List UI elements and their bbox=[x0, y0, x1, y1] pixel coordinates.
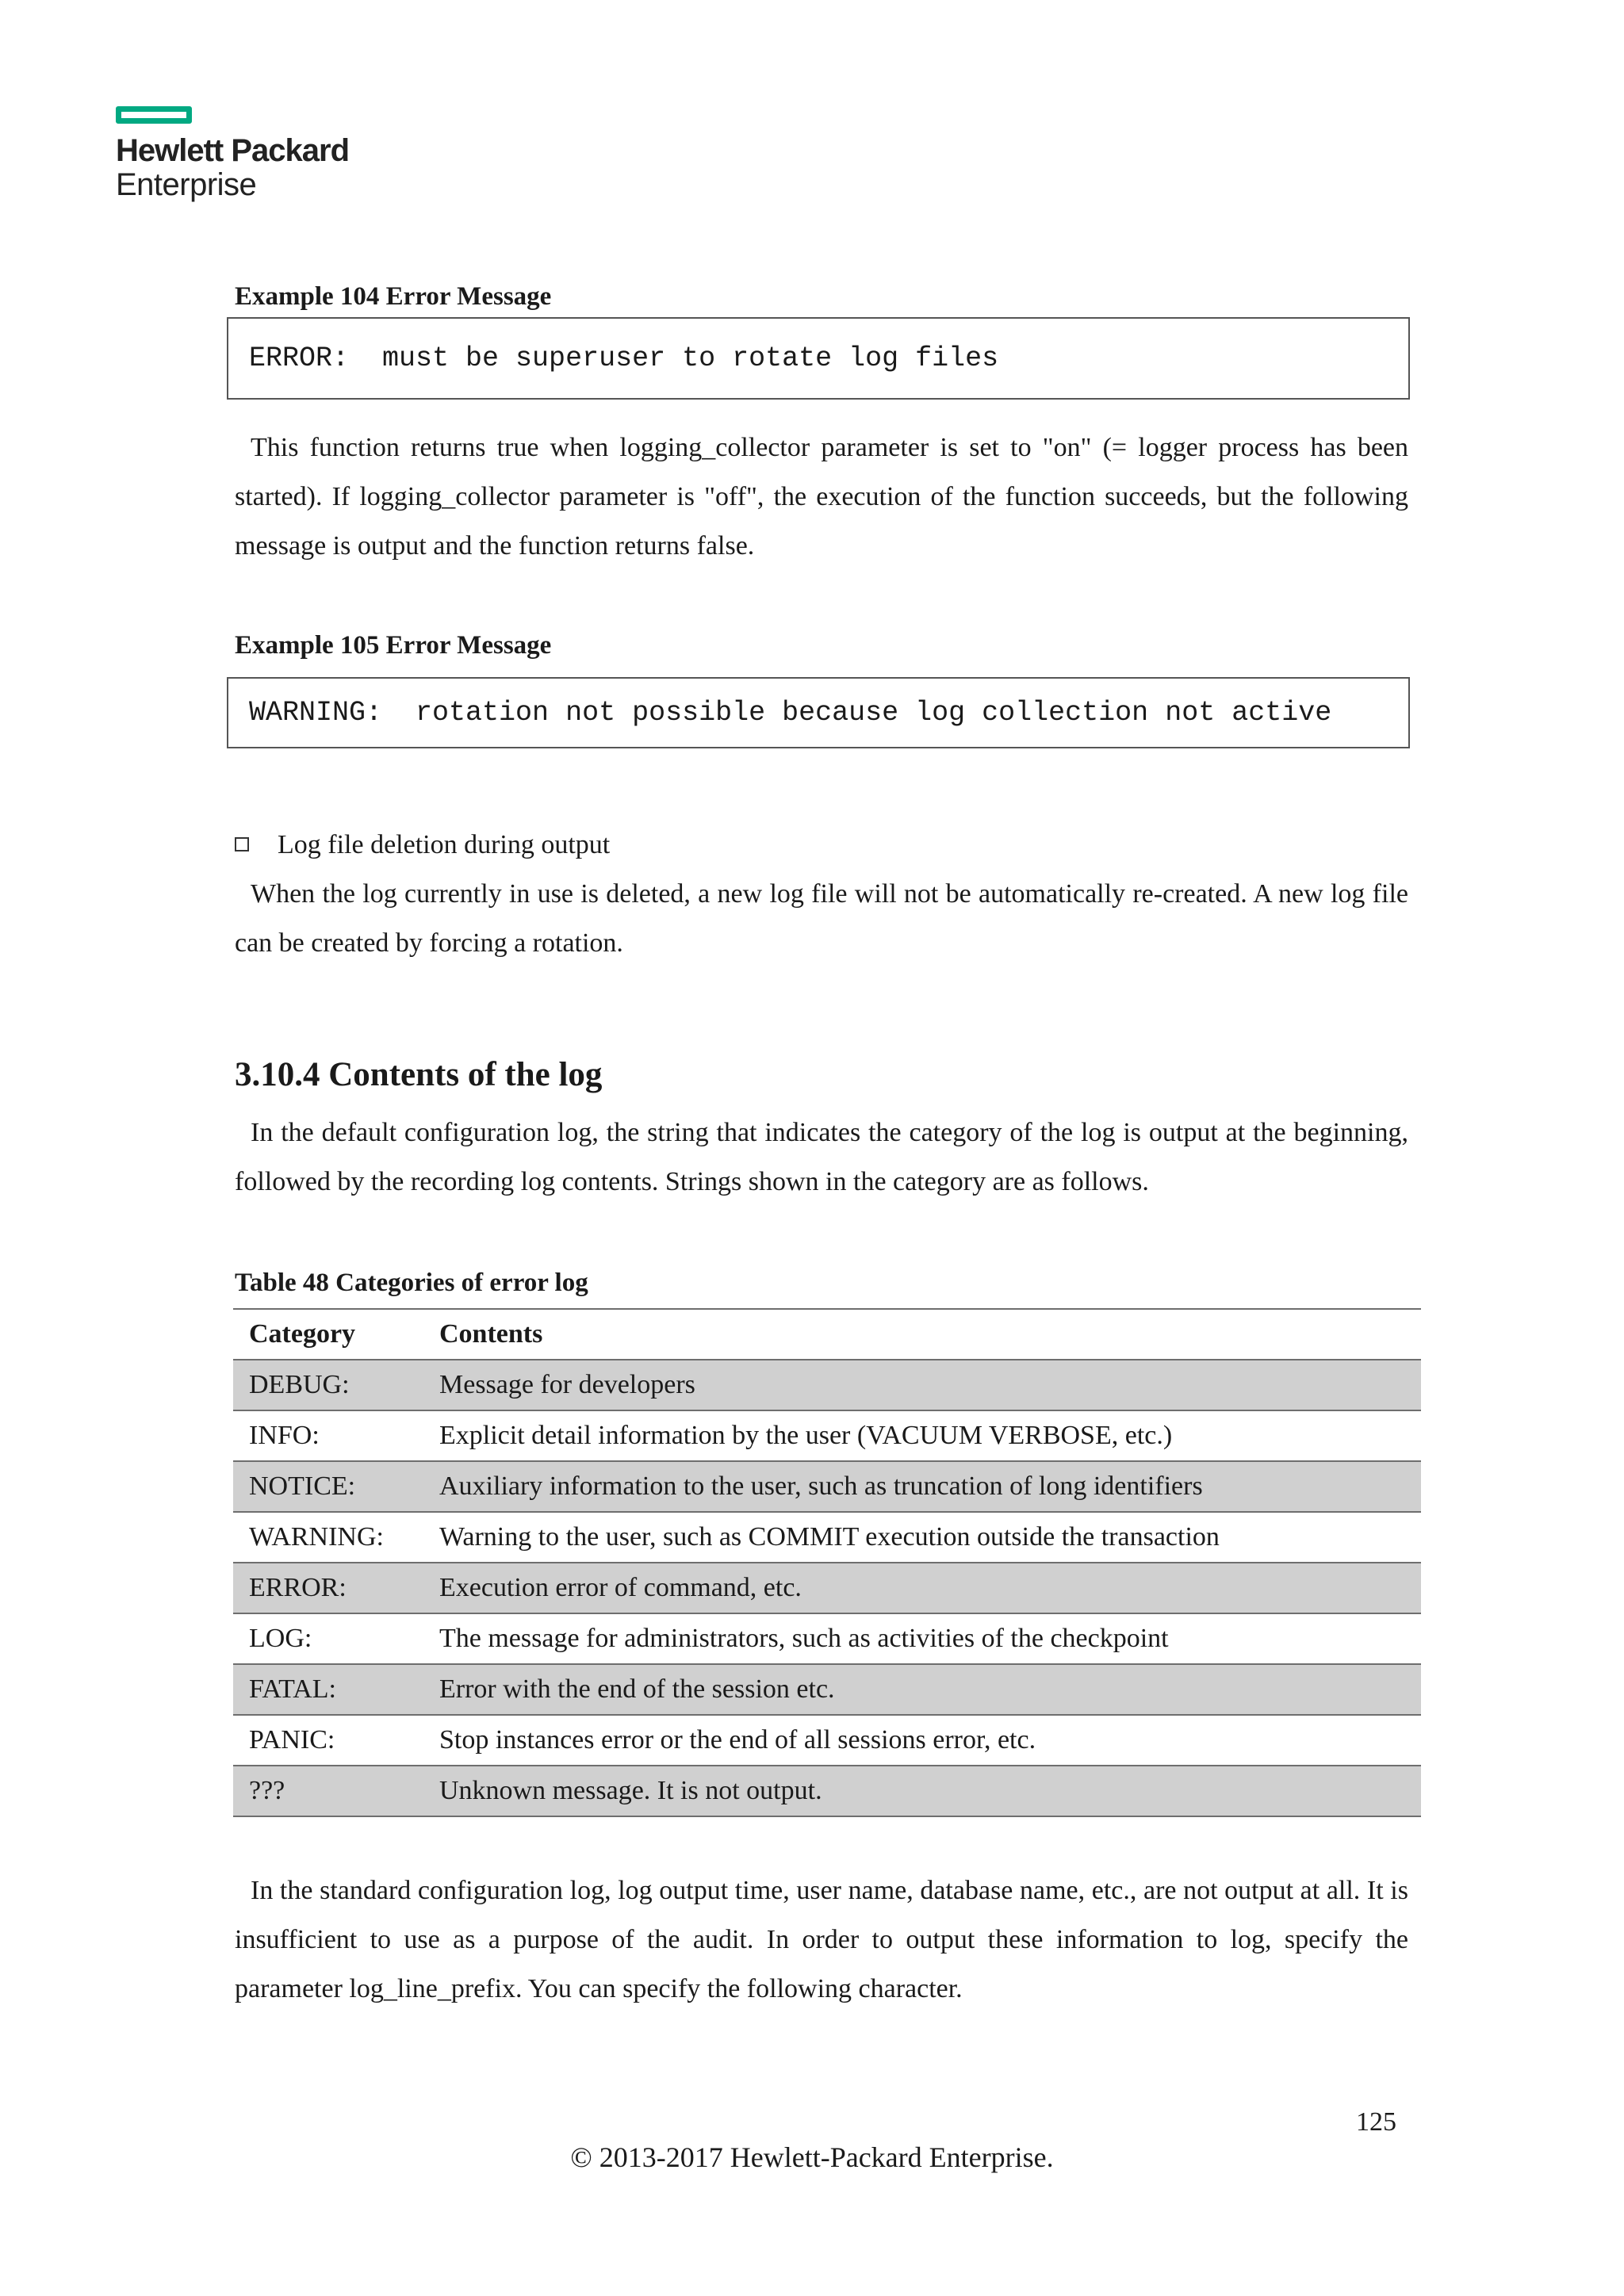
contents-cell: The message for administrators, such as activities of the checkpoint bbox=[423, 1613, 1421, 1664]
bullet-title: Log file deletion during output bbox=[278, 830, 611, 859]
category-cell: FATAL: bbox=[233, 1664, 423, 1715]
section-intro-paragraph: In the default configuration log, the string that indicates the category of the log is output at the beginning, followed by the recording log contents. Strings shown in the category are as follows. bbox=[235, 1118, 1408, 1196]
category-cell: DEBUG: bbox=[233, 1360, 423, 1410]
table-row bbox=[233, 1664, 1421, 1715]
section-heading: 3.10.4 Contents of the log bbox=[235, 1056, 603, 1093]
category-cell: ERROR: bbox=[233, 1563, 423, 1613]
bullet-description: When the log currently in use is deleted, a new log file will not be automatically re-created. A new log file can be created by forcing a rotation. bbox=[235, 879, 1408, 958]
category-cell: INFO: bbox=[233, 1410, 423, 1461]
table-caption: Table 48 Categories of error log bbox=[235, 1269, 588, 1297]
example-105-caption: Example 105 Error Message bbox=[235, 631, 552, 660]
logo-text-line1: Hewlett Packard bbox=[116, 133, 350, 168]
table-header-row bbox=[233, 1309, 1421, 1360]
table-row bbox=[233, 1613, 1421, 1664]
contents-cell: Unknown message. It is not output. bbox=[423, 1766, 1421, 1816]
example-105-code: WARNING: rotation not possible because log collection not active bbox=[249, 697, 1332, 729]
table-row bbox=[233, 1410, 1421, 1461]
function-description-paragraph: This function returns true when logging_collector parameter is set to "on" (= logger process has been started). If logging_collector parameter is "off", the execution of the function succeeds, but the following message is output and the function returns false. bbox=[235, 433, 1408, 561]
copyright-footer: © 2013-2017 Hewlett-Packard Enterprise. bbox=[570, 2141, 1054, 2173]
contents-cell: Error with the end of the session etc. bbox=[423, 1664, 1421, 1715]
table-row bbox=[233, 1461, 1421, 1512]
contents-cell: Auxiliary information to the user, such as truncation of long identifiers bbox=[423, 1461, 1421, 1512]
category-cell: PANIC: bbox=[233, 1715, 423, 1766]
contents-cell: Execution error of command, etc. bbox=[423, 1563, 1421, 1613]
example-104-caption: Example 104 Error Message bbox=[235, 282, 552, 311]
bullet-log-file-deletion bbox=[235, 821, 1408, 870]
hpe-logo-mark bbox=[116, 106, 192, 124]
table-row bbox=[233, 1512, 1421, 1563]
example-105-code-box bbox=[227, 677, 1410, 748]
hpe-logo bbox=[116, 106, 349, 201]
table-row bbox=[233, 1766, 1421, 1816]
category-cell: NOTICE: bbox=[233, 1461, 423, 1512]
logo-text-line2: Enterprise bbox=[116, 167, 257, 202]
table-row bbox=[233, 1563, 1421, 1613]
example-104-code-box bbox=[227, 317, 1410, 400]
column-header-category: Category bbox=[233, 1309, 423, 1360]
contents-cell: Stop instances error or the end of all sessions error, etc. bbox=[423, 1715, 1421, 1766]
square-bullet-icon bbox=[235, 837, 249, 851]
error-log-categories-table bbox=[233, 1308, 1421, 1817]
page-number: 125 bbox=[1356, 2107, 1396, 2137]
log-line-prefix-paragraph: In the standard configuration log, log output time, user name, database name, etc., are not output at all. It is insufficient to use as a purpose of the audit. In order to output these information to log, specify the parameter log_line_prefix. You can specify the following character. bbox=[235, 1876, 1408, 2003]
contents-cell: Explicit detail information by the user (VACUUM VERBOSE, etc.) bbox=[423, 1410, 1421, 1461]
contents-cell: Message for developers bbox=[423, 1360, 1421, 1410]
table-row bbox=[233, 1715, 1421, 1766]
category-cell: ??? bbox=[233, 1766, 423, 1816]
table-row bbox=[233, 1360, 1421, 1410]
category-cell: WARNING: bbox=[233, 1512, 423, 1563]
contents-cell: Warning to the user, such as COMMIT execution outside the transaction bbox=[423, 1512, 1421, 1563]
column-header-contents: Contents bbox=[423, 1309, 1421, 1360]
category-cell: LOG: bbox=[233, 1613, 423, 1664]
example-104-code: ERROR: must be superuser to rotate log files bbox=[249, 342, 999, 374]
